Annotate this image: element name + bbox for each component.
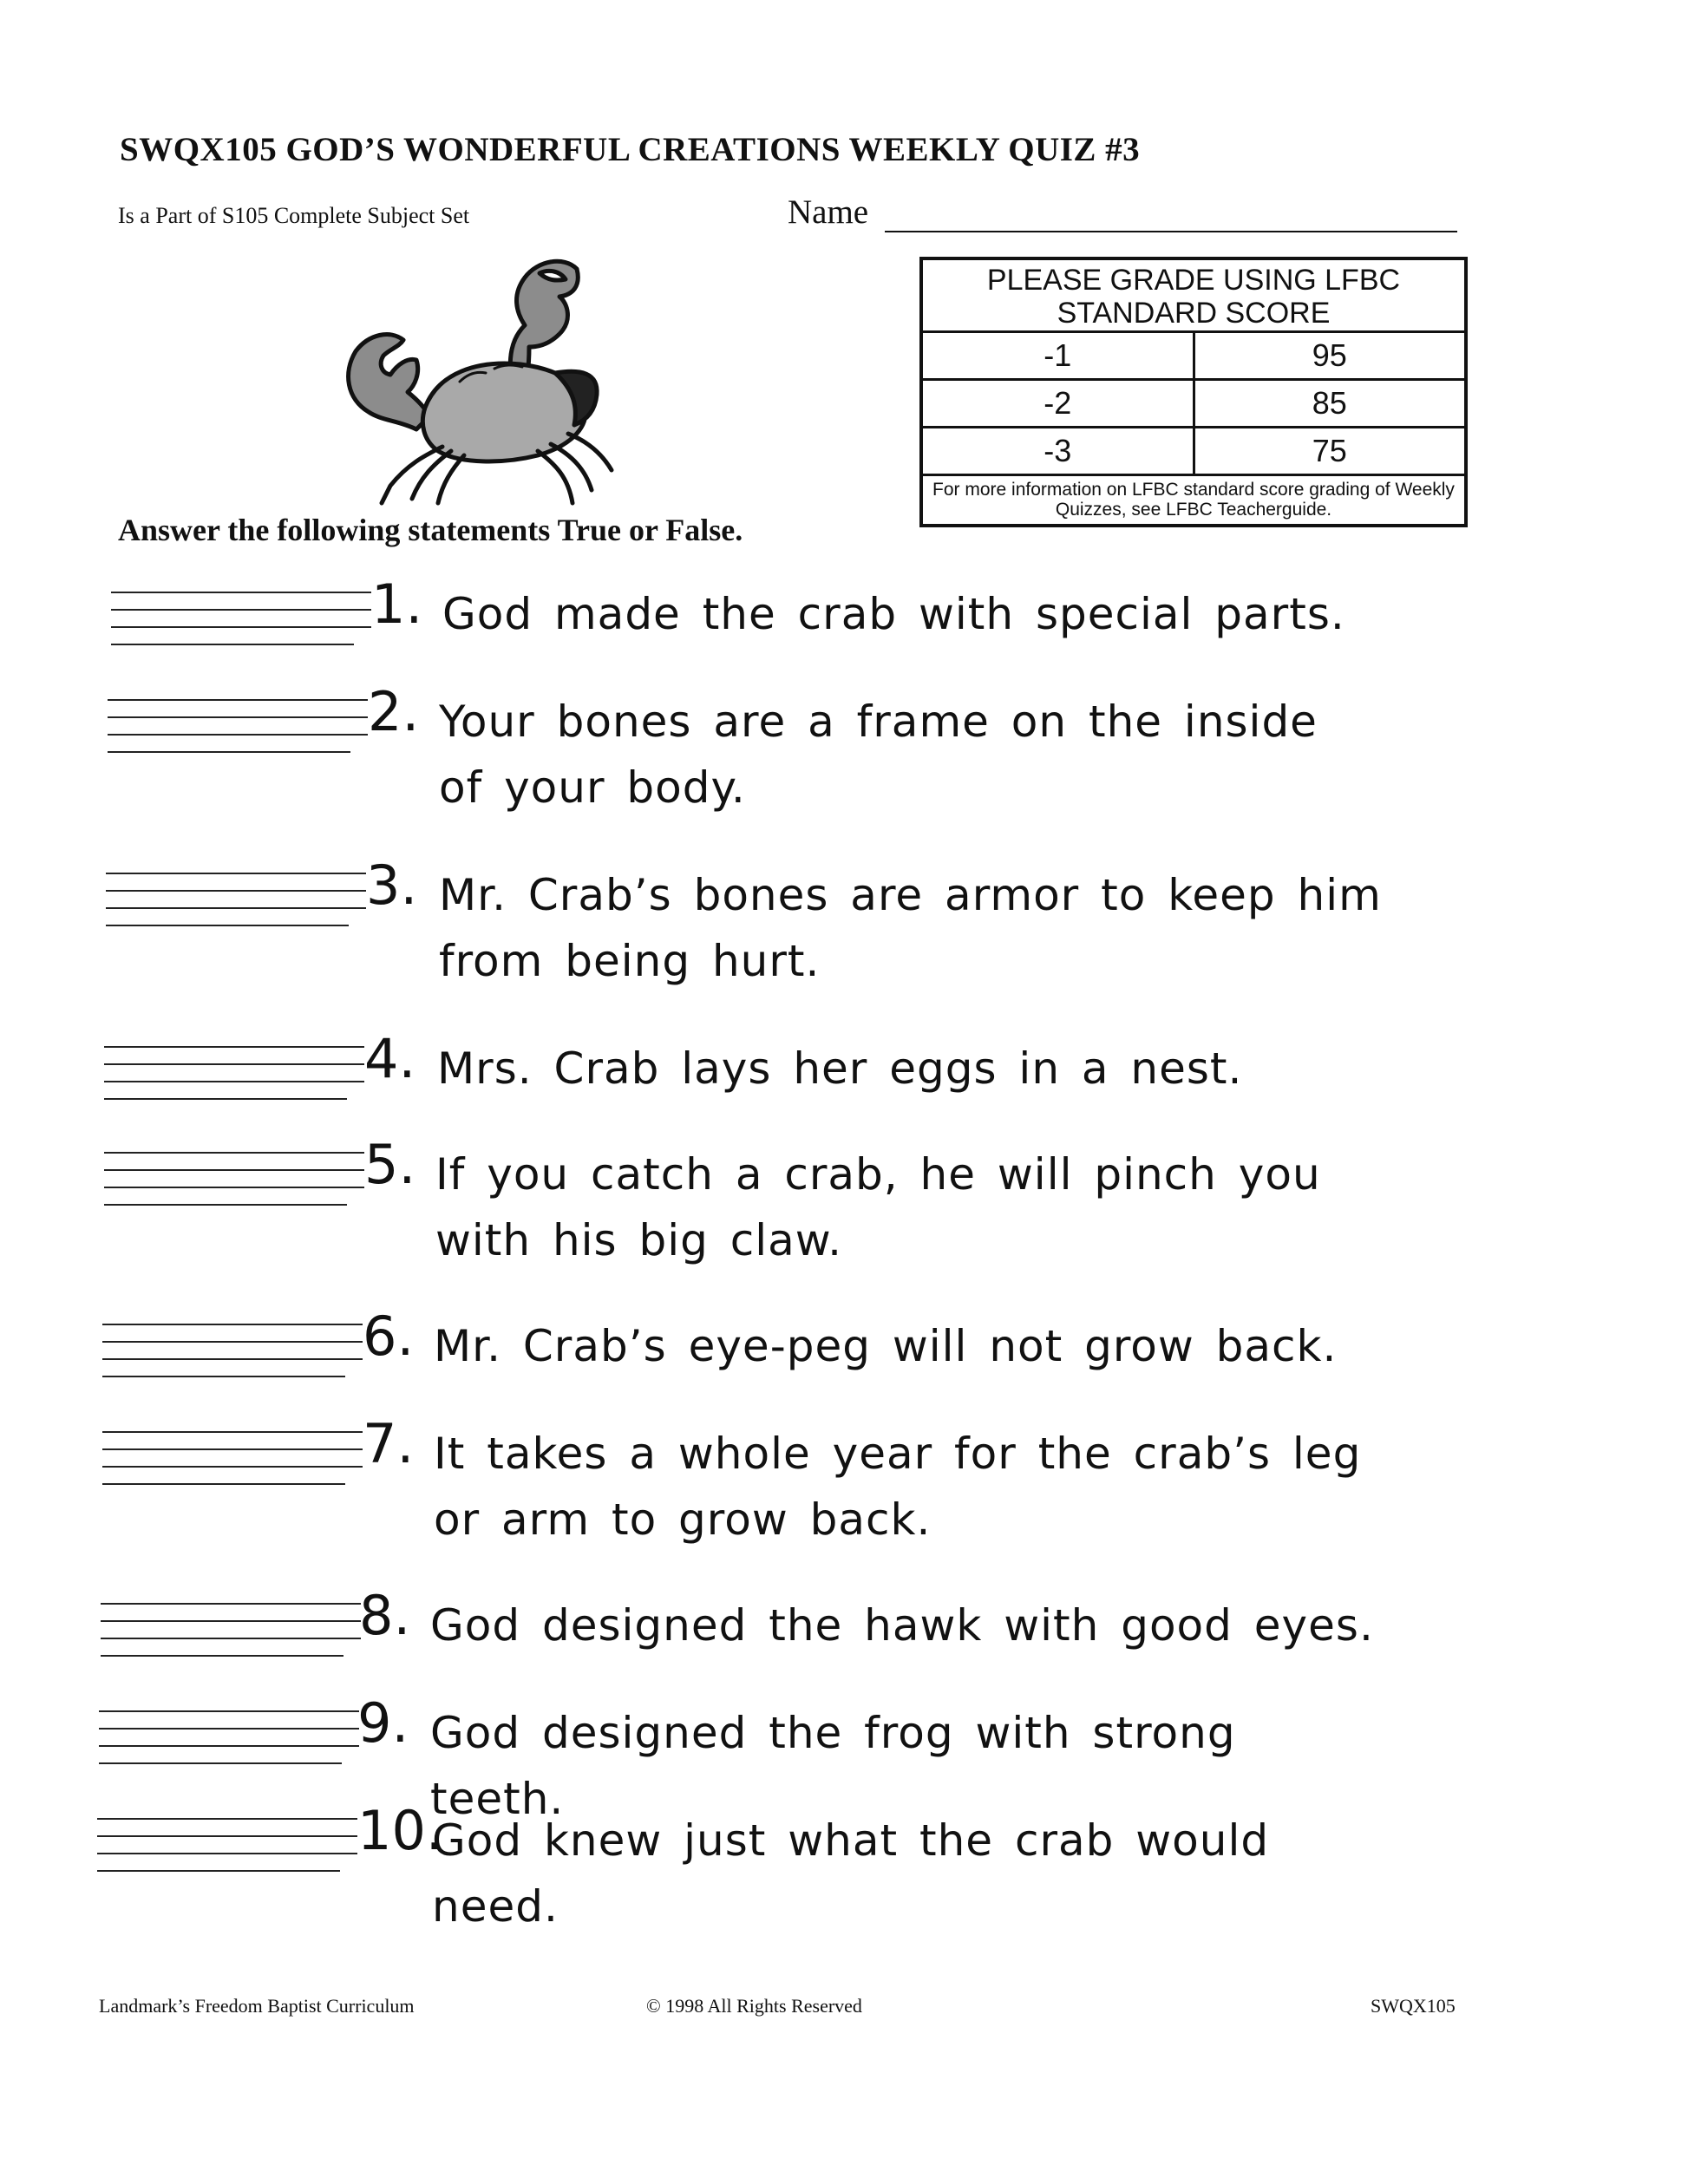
- answer-blank[interactable]: [106, 873, 366, 925]
- question-text: God designed the frog with strong teeth.: [430, 1708, 1236, 1824]
- answer-blank[interactable]: [97, 1818, 357, 1870]
- answer-blank[interactable]: [99, 1710, 359, 1762]
- footer-copyright: © 1998 All Rights Reserved: [646, 1995, 862, 2017]
- missed-cell: -1: [923, 333, 1195, 378]
- question-number: 7.: [363, 1412, 415, 1475]
- question-text: Mrs. Crab lays her eggs in a nest.: [437, 1043, 1243, 1094]
- answer-blank[interactable]: [104, 1152, 364, 1204]
- answer-blank[interactable]: [102, 1324, 363, 1376]
- question-text: Mr. Crab’s bones are armor to keep him from being hurt.: [439, 870, 1382, 986]
- question-number: 2.: [368, 680, 420, 743]
- score-cell: 95: [1312, 337, 1347, 373]
- question-text: It takes a whole year for the crab’s leg or arm to grow back.: [434, 1429, 1362, 1545]
- grading-note: For more information on LFBC standard score grading of Weekly Quizzes, see LFBC Teacherguide.: [932, 480, 1455, 520]
- question-number: 8.: [359, 1584, 411, 1647]
- question-number: 5.: [364, 1133, 416, 1196]
- grading-row: [923, 333, 1464, 381]
- instructions: Answer the following statements True or False.: [118, 513, 743, 547]
- question-text: Your bones are a frame on the inside of your body.: [439, 696, 1318, 813]
- question-text: If you catch a crab, he will pinch you with his big claw.: [435, 1149, 1321, 1265]
- missed-cell: -3: [923, 428, 1195, 474]
- score-cell: 75: [1312, 433, 1347, 468]
- grading-row: [923, 428, 1464, 476]
- question-text: Mr. Crab’s eye-peg will not grow back.: [434, 1321, 1338, 1371]
- answer-blank[interactable]: [102, 1431, 363, 1483]
- question-number: 4.: [364, 1027, 416, 1090]
- question-number: 9.: [357, 1691, 409, 1755]
- answer-blank[interactable]: [108, 699, 368, 751]
- question-number: 6.: [363, 1305, 415, 1368]
- footer-code: SWQX105: [1371, 1995, 1456, 2017]
- quiz-title: SWQX105 GOD’S WONDERFUL CREATIONS WEEKLY QUIZ #3: [120, 131, 1141, 168]
- question-number: 1.: [371, 572, 423, 636]
- question-text: God knew just what the crab would need.: [432, 1815, 1270, 1932]
- answer-blank[interactable]: [104, 1046, 364, 1098]
- question-text: God made the crab with special parts.: [442, 589, 1345, 639]
- missed-cell: -2: [923, 381, 1195, 426]
- question-number: 3.: [366, 853, 418, 917]
- question-text: God designed the hawk with good eyes.: [430, 1600, 1374, 1651]
- grading-table-heading: PLEASE GRADE USING LFBC STANDARD SCORE: [923, 260, 1464, 333]
- answer-blank[interactable]: [101, 1603, 361, 1655]
- name-blank-line[interactable]: [885, 231, 1457, 232]
- subject-set-note: Is a Part of S105 Complete Subject Set: [118, 203, 470, 228]
- footer-curriculum: Landmark’s Freedom Baptist Curriculum: [99, 1995, 415, 2017]
- grading-table: [919, 257, 1468, 527]
- name-label: Name: [788, 193, 869, 231]
- score-cell: 85: [1312, 385, 1347, 421]
- grading-row: [923, 381, 1464, 428]
- answer-blank[interactable]: [111, 592, 371, 644]
- question-number: 10.: [357, 1799, 443, 1862]
- crab-illustration: [321, 243, 633, 512]
- name-field[interactable]: [788, 193, 1457, 236]
